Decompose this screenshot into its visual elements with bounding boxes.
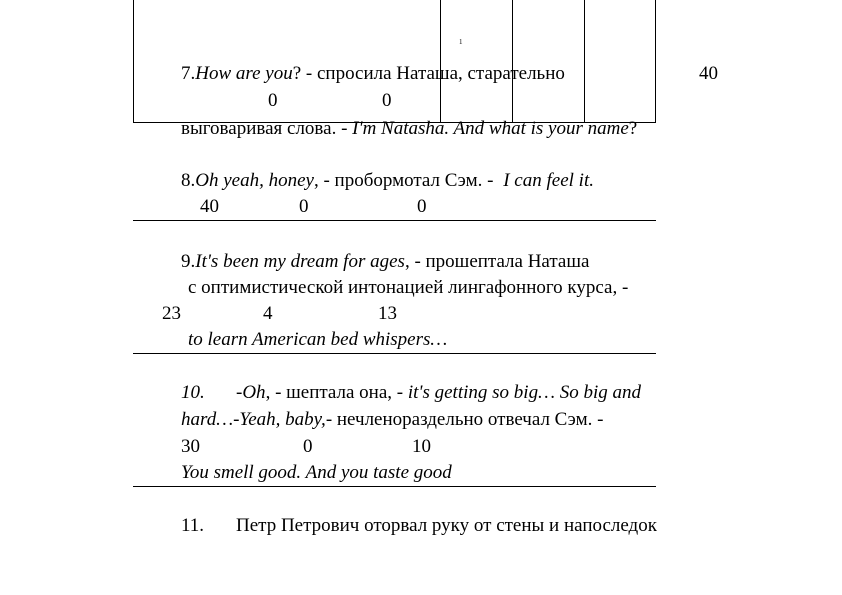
- table-marker: 1: [459, 38, 463, 46]
- item-7-english-2: I'm Natasha. And what is your name: [352, 118, 629, 139]
- item-10-number: 10.: [181, 382, 205, 403]
- item-9-english-1: It's been my dream for ages: [195, 251, 405, 272]
- item-10-value-3: 10: [412, 436, 431, 457]
- item-7-value-1: 40: [699, 63, 718, 84]
- table-column-divider: [512, 0, 513, 122]
- item-11-text: Петр Петрович оторвал руку от стены и напоследок: [236, 515, 657, 536]
- row-divider-8: [133, 220, 656, 221]
- table-left-border: [133, 0, 134, 122]
- table-column-divider: [584, 0, 585, 122]
- item-9-value-3: 13: [378, 303, 397, 324]
- item-7-number: 7.: [181, 63, 196, 84]
- item-8-value-3: 0: [417, 196, 427, 217]
- item-7-russian-1: ? - спросила Наташа, старательно: [292, 63, 565, 84]
- item-10-english-3: hard…-Yeah, baby,: [181, 409, 326, 430]
- item-10-line-3: [181, 462, 452, 484]
- item-10-russian-1: , - шептала она, -: [265, 382, 408, 403]
- item-8-value-2: 0: [299, 196, 309, 217]
- item-8-value-1: 40: [200, 196, 219, 217]
- item-7-line-2: [181, 118, 637, 140]
- item-9-number: 9.: [181, 251, 196, 272]
- item-8-english-1: Oh yeah, honey: [195, 170, 314, 191]
- row-divider-10: [133, 486, 656, 487]
- item-8-russian-1: , - пробормотал Сэм. -: [313, 170, 499, 191]
- item-11-line-1: [181, 515, 657, 537]
- item-7-value-3: 0: [382, 90, 392, 111]
- item-10-russian-2: - нечленораздельно отвечал Сэм. -: [325, 409, 604, 430]
- item-8-english-2: I can feel it.: [503, 170, 594, 191]
- item-8-number: 8.: [181, 170, 196, 191]
- item-11-number: 11.: [181, 515, 205, 536]
- table-column-divider: [655, 0, 656, 122]
- item-10-value-1: 30: [181, 436, 200, 457]
- item-10-english-4: You smell good. And you taste good: [181, 462, 452, 483]
- item-10-english-2: it's getting so big… So big and: [407, 382, 641, 403]
- item-9-value-1: 23: [162, 303, 181, 324]
- item-9-line-3: [188, 329, 447, 351]
- item-9-line-1: [181, 251, 589, 273]
- item-7-value-2: 0: [268, 90, 278, 111]
- item-10-english-1: -Oh: [236, 382, 266, 403]
- item-7-english-1: How are you: [195, 63, 293, 84]
- table-column-divider: [440, 0, 441, 122]
- item-9-line-2: с оптимистической интонацией лингафонного курса, -: [188, 277, 629, 298]
- item-7-line-1: [181, 63, 565, 85]
- item-7-russian-2: выговаривая слова. -: [181, 118, 353, 139]
- item-7-question-mark: ?: [628, 118, 638, 139]
- item-10-line-2: [181, 409, 603, 431]
- row-divider-9: [133, 353, 656, 354]
- item-10-value-2: 0: [303, 436, 313, 457]
- item-9-english-2: to learn American bed whispers…: [188, 329, 448, 350]
- item-8-line-1: [181, 170, 594, 192]
- item-9-value-2: 4: [263, 303, 273, 324]
- item-10-line-1: [181, 382, 641, 404]
- item-9-russian-1: , - прошептала Наташа: [404, 251, 590, 272]
